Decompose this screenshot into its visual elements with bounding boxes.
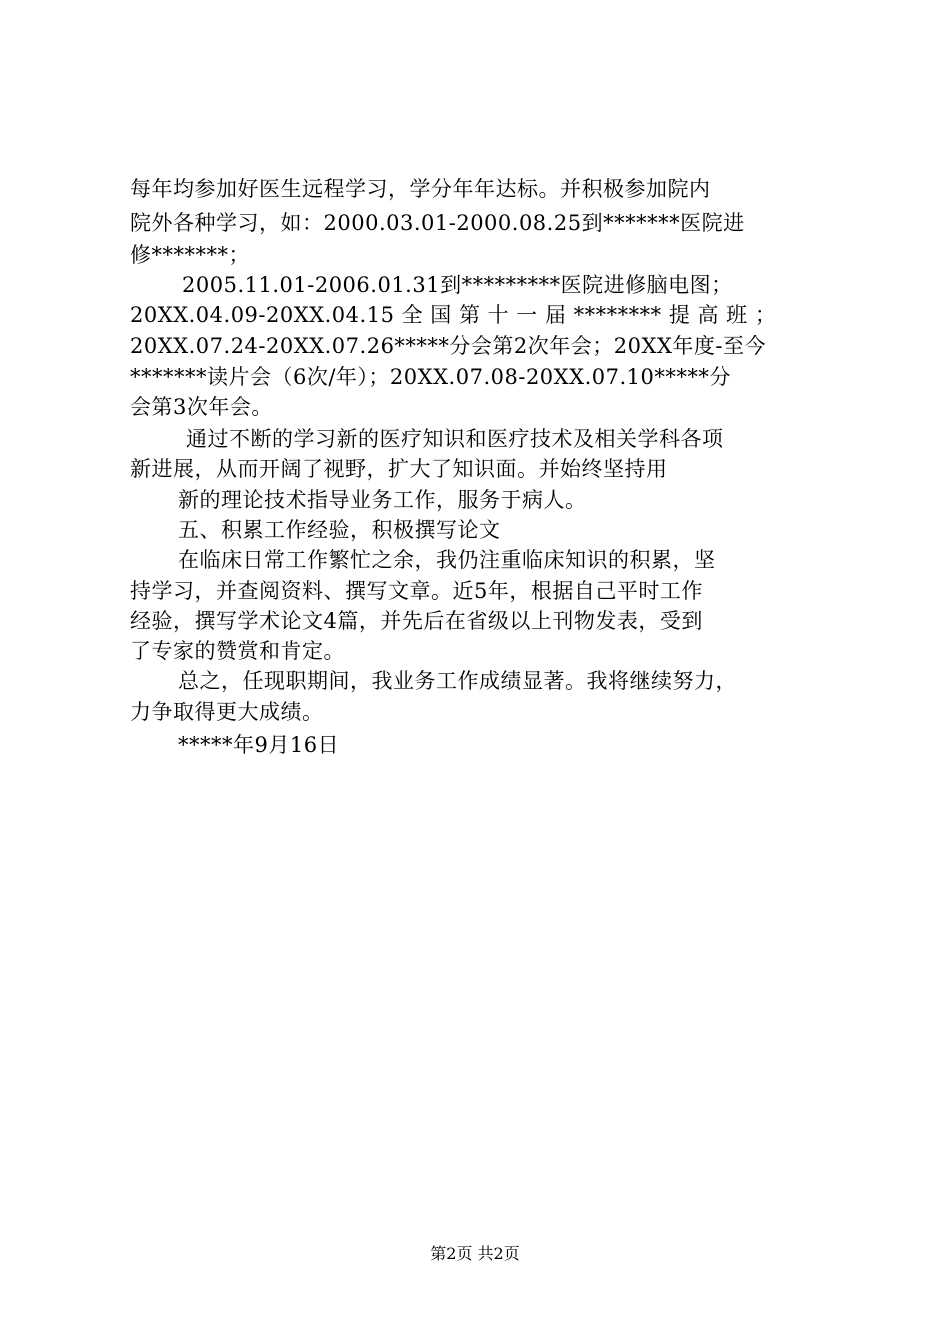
page-footer: 第2页 共2页	[430, 1244, 520, 1263]
text-line: 了专家的赞赏和肯定。	[130, 639, 345, 663]
text-line: 新的理论技术指导业务工作，服务于病人。	[178, 488, 587, 512]
text-line: 院外各种学习，如：2000.03.01-2000.08.25到*******医院进	[130, 211, 745, 235]
text-line: 力争取得更大成绩。	[130, 700, 324, 724]
text-line: 总之，任现职期间，我业务工作成绩显著。我将继续努力，	[178, 669, 737, 693]
signature-date: *****年9月16日	[178, 733, 340, 757]
text-line: 修*******；	[130, 243, 250, 267]
text-line: 每年均参加好医生远程学习，学分年年达标。并积极参加院内	[130, 177, 711, 201]
text-line: 2005.11.01-2006.01.31到*********医院进修脑电图；	[182, 273, 733, 297]
text-line: 20XX.04.09-20XX.04.15 全 国 第 十 一 届 ******** 提 高 班 ；	[130, 303, 777, 327]
text-line: 持学习，并查阅资料、撰写文章。近5年，根据自己平时工作	[130, 579, 703, 603]
text-line: 会第3次年会。	[130, 395, 273, 419]
text-line: 新进展，从而开阔了视野，扩大了知识面。并始终坚持用	[130, 457, 668, 481]
text-line: 20XX.07.24-20XX.07.26*****分会第2次年会；20XX年度-至今	[130, 334, 767, 358]
text-line: *******读片会（6次/年）；20XX.07.08-20XX.07.10*****分	[130, 365, 731, 389]
text-line: 通过不断的学习新的医疗知识和医疗技术及相关学科各项	[186, 427, 724, 451]
text-line: 经验，撰写学术论文4篇，并先后在省级以上刊物发表，受到	[130, 609, 703, 633]
section-heading: 五、积累工作经验，积极撰写论文	[178, 518, 501, 542]
text-line: 在临床日常工作繁忙之余，我仍注重临床知识的积累，坚	[178, 548, 716, 572]
